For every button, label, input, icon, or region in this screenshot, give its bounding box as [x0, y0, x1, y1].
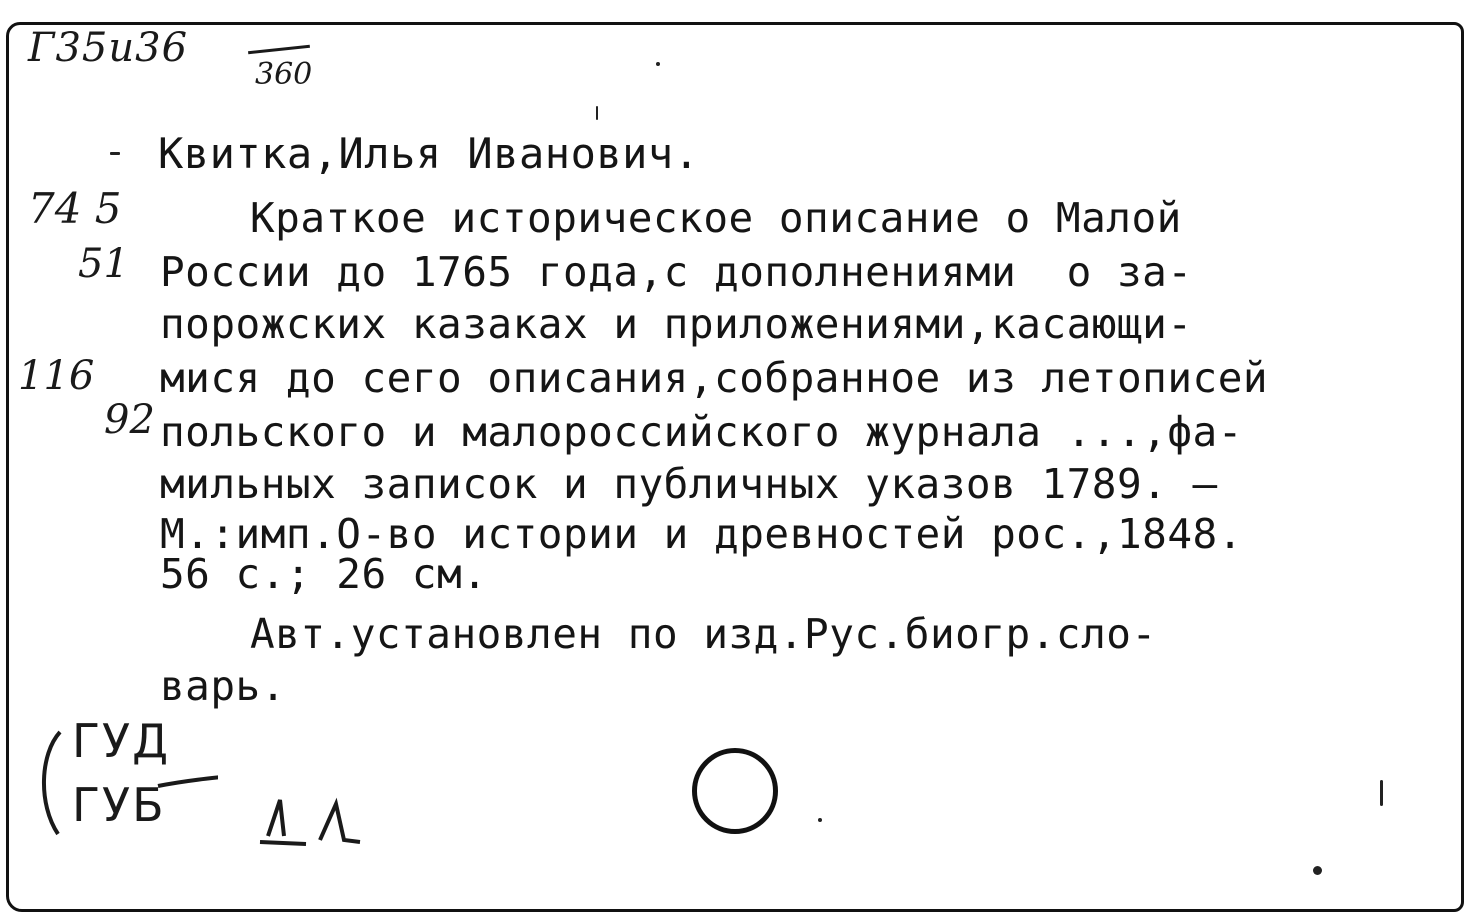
- scan-speck: [818, 818, 822, 822]
- note-line-2: варь.: [160, 662, 286, 710]
- body-line-2: России до 1765 года,с дополнениями о за-: [160, 248, 1193, 296]
- body-line-7: М.:имп.О-во истории и древностей рос.,1848.: [160, 510, 1243, 558]
- scan-speck: [1380, 780, 1383, 806]
- punch-hole-icon: [692, 748, 778, 834]
- signature-scribble: [210, 770, 390, 860]
- scan-speck: [656, 62, 660, 66]
- body-line-5: польского и малороссийского журнала ...,фа-: [160, 408, 1243, 456]
- stamp-line-1: ГУД: [72, 714, 171, 768]
- stamp-line-2: ГУБ: [72, 778, 166, 832]
- margin-note-1: 74 5: [28, 184, 122, 233]
- body-line-4: мися до сего описания,собранное из летописей: [160, 354, 1269, 402]
- margin-note-4: 92: [104, 397, 155, 443]
- library-stamp: [38, 714, 218, 864]
- body-line-8: 56 с.; 26 см.: [160, 550, 488, 598]
- note-line-1: Авт.установлен по изд.Рус.биогр.сло-: [250, 610, 1157, 658]
- margin-note-2: 51: [78, 241, 129, 287]
- body-line-1: Краткое историческое описание о Малой: [250, 194, 1182, 242]
- shelf-mark: Г35и36: [28, 25, 189, 71]
- body-line-6: мильных записок и публичных указов 1789. —: [160, 460, 1218, 508]
- author-heading: Квитка,Илья Иванович.: [158, 129, 700, 178]
- scan-speck: [110, 152, 120, 155]
- margin-note-3: 116: [18, 353, 95, 399]
- body-line-3: порожских казаках и приложениями,касающи-: [160, 300, 1193, 348]
- scan-speck: [596, 106, 598, 120]
- scan-speck: [1313, 866, 1322, 875]
- shelf-mark-fraction-bottom: 360: [255, 57, 313, 92]
